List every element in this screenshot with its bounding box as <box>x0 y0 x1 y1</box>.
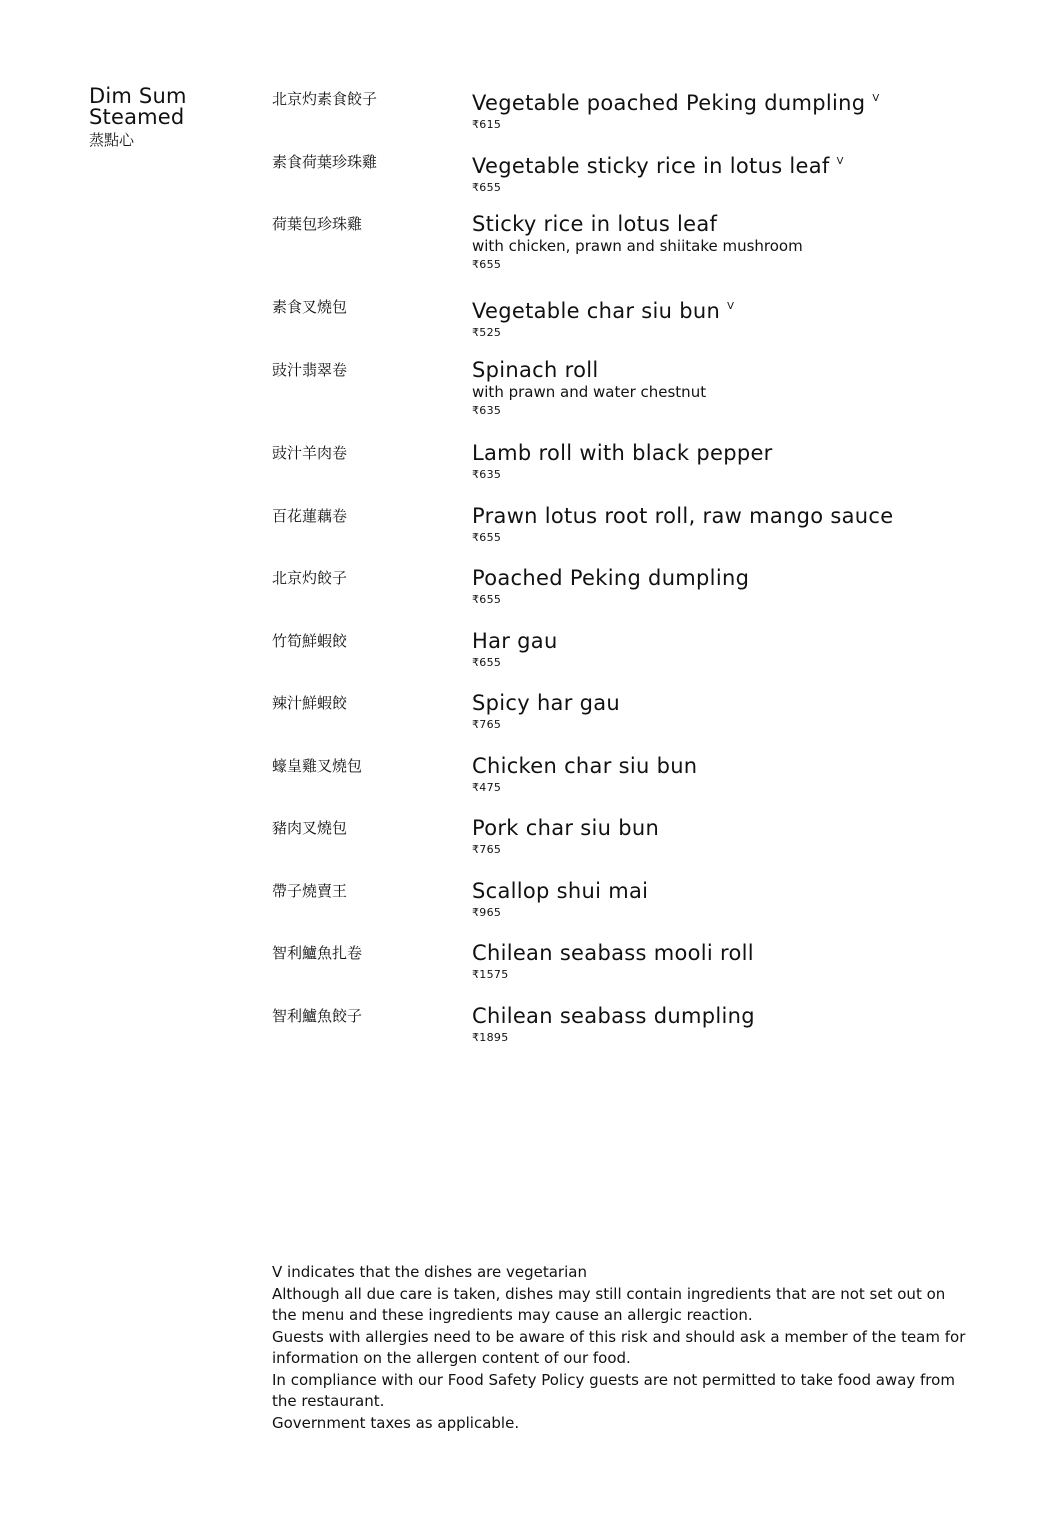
vegetarian-mark: V <box>727 301 735 312</box>
item-name: Sticky rice in lotus leaf <box>472 212 718 236</box>
item-price: ₹965 <box>472 906 502 919</box>
menu-footnotes <box>272 1262 972 1435</box>
item-chinese-name: 蠔皇雞叉燒包 <box>272 757 363 775</box>
item-price: ₹635 <box>472 404 502 417</box>
item-chinese-name: 豬肉叉燒包 <box>272 819 348 837</box>
item-name: Pork char siu bun <box>472 816 660 840</box>
section-title-chinese: 蒸點心 <box>89 131 135 149</box>
item-name: Lamb roll with black pepper <box>472 441 773 465</box>
vegetarian-mark: V <box>836 156 844 167</box>
item-name: Prawn lotus root roll, raw mango sauce <box>472 504 894 528</box>
item-price: ₹655 <box>472 181 502 194</box>
item-chinese-name: 竹筍鮮蝦餃 <box>272 632 348 650</box>
vegetarian-mark: V <box>872 93 880 104</box>
item-name: Spinach roll <box>472 358 599 382</box>
item-description: with chicken, prawn and shiitake mushroom <box>472 237 803 255</box>
item-chinese-name: 北京灼素食餃子 <box>272 90 378 108</box>
item-name: Spicy har gau <box>472 691 621 715</box>
item-chinese-name: 素食荷葉珍珠雞 <box>272 153 378 171</box>
section-title-line2: Steamed <box>89 105 185 129</box>
item-price: ₹635 <box>472 468 502 481</box>
food-safety-policy: In compliance with our Food Safety Policy guests are not permitted to take food away from the restaurant. <box>272 1371 955 1410</box>
item-price: ₹475 <box>472 781 502 794</box>
item-price: ₹765 <box>472 718 502 731</box>
item-chinese-name: 辣汁鮮蝦餃 <box>272 694 348 712</box>
vegetarian-legend: V indicates that the dishes are vegetarian <box>272 1263 587 1281</box>
item-price: ₹655 <box>472 593 502 606</box>
item-name: Har gau <box>472 629 558 653</box>
item-price: ₹655 <box>472 656 502 669</box>
item-price: ₹615 <box>472 118 502 131</box>
section-title-line1: Dim Sum <box>89 84 187 108</box>
item-chinese-name: 素食叉燒包 <box>272 298 348 316</box>
item-chinese-name: 豉汁羊肉卷 <box>272 444 348 462</box>
item-name: Vegetable sticky rice in lotus leaf <box>472 154 830 178</box>
item-chinese-name: 智利鱸魚餃子 <box>272 1007 363 1025</box>
allergen-warning: Although all due care is taken, dishes may still contain ingredients that are not set out on the menu and these ingredients may cause an allergic reaction. <box>272 1285 946 1324</box>
item-name: Vegetable char siu bun <box>472 299 721 323</box>
tax-note: Government taxes as applicable. <box>272 1414 520 1432</box>
item-name: Poached Peking dumpling <box>472 566 750 590</box>
item-price: ₹1575 <box>472 968 509 981</box>
item-price: ₹1895 <box>472 1031 509 1044</box>
item-chinese-name: 智利鱸魚扎卷 <box>272 944 363 962</box>
item-chinese-name: 北京灼餃子 <box>272 569 348 587</box>
item-chinese-name: 荷葉包珍珠雞 <box>272 215 363 233</box>
item-price: ₹655 <box>472 258 502 271</box>
item-chinese-name: 帶子燒賣王 <box>272 882 348 900</box>
item-name: Vegetable poached Peking dumpling <box>472 91 866 115</box>
item-name: Chicken char siu bun <box>472 754 698 778</box>
item-price: ₹655 <box>472 531 502 544</box>
allergy-advice: Guests with allergies need to be aware of this risk and should ask a member of the team for information on the allergen content of our food. <box>272 1328 966 1367</box>
item-price: ₹765 <box>472 843 502 856</box>
item-name: Chilean seabass mooli roll <box>472 941 754 965</box>
item-price: ₹525 <box>472 326 502 339</box>
item-name: Chilean seabass dumpling <box>472 1004 755 1028</box>
item-name: Scallop shui mai <box>472 879 649 903</box>
item-chinese-name: 豉汁翡翠卷 <box>272 361 348 379</box>
item-chinese-name: 百花蓮藕卷 <box>272 507 348 525</box>
item-description: with prawn and water chestnut <box>472 383 707 401</box>
